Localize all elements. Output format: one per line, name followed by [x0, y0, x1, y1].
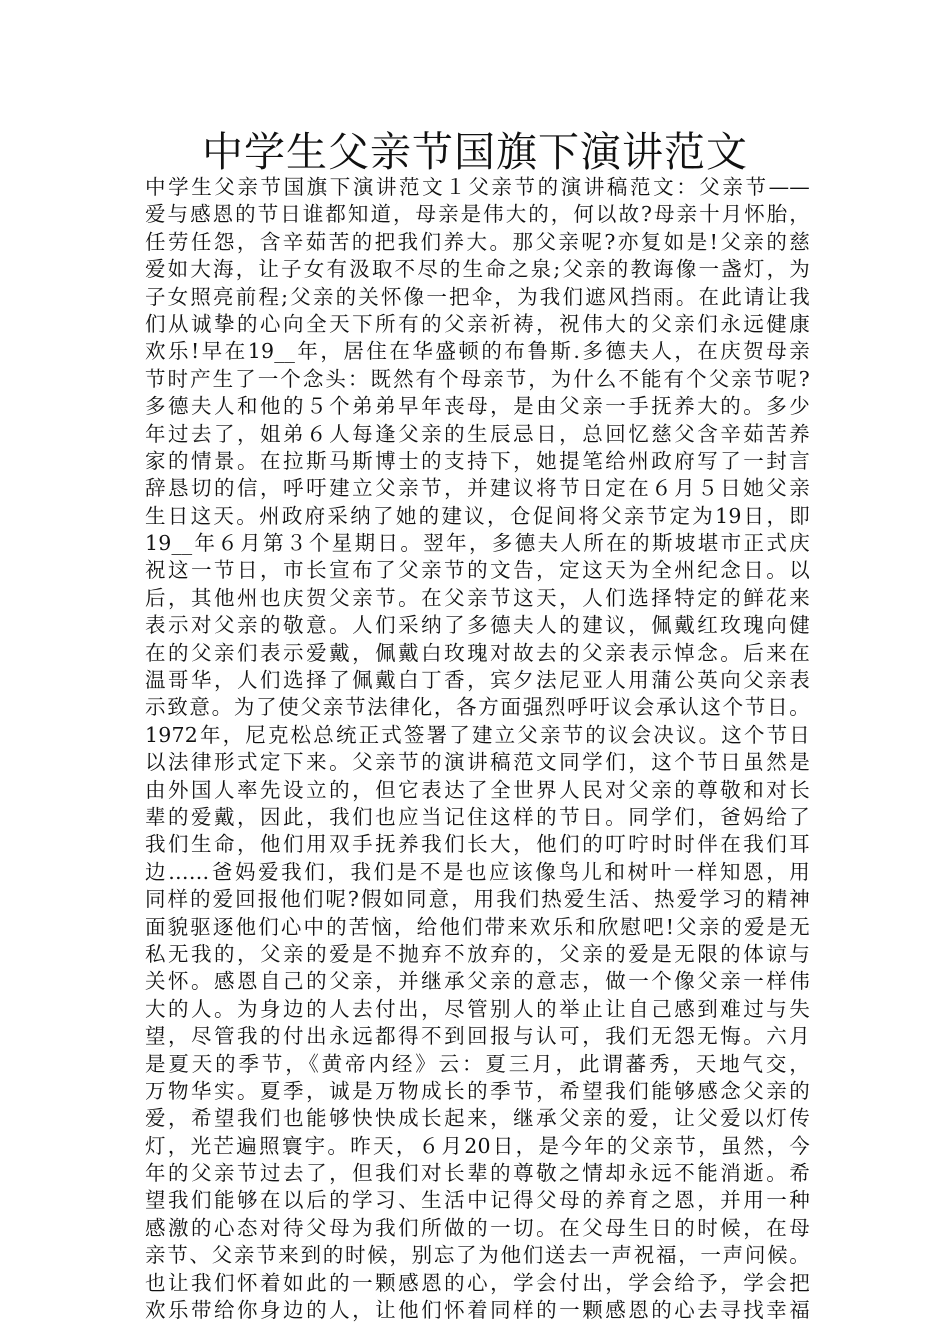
body-line: 面貌驱逐他们心中的苦恼，给他们带来欢乐和欣慰吧!父亲的爱是无	[145, 914, 810, 939]
body-line: 祝这一节日，市长宣布了父亲节的文告，定这天为全州纪念日。以	[145, 558, 810, 583]
body-line: 中学生父亲节国旗下演讲范文１父亲节的演讲稿范文：父亲节——	[145, 175, 810, 199]
body-line: 私无我的，父亲的爱是不抛弃不放弃的，父亲的爱是无限的体谅与	[145, 941, 810, 966]
body-line: 节时产生了一个念头：既然有个母亲节，为什么不能有个父亲节呢?	[145, 366, 810, 391]
body-line: 以法律形式定下来。父亲节的演讲稿范文同学们，这个节日虽然是	[145, 750, 810, 775]
body-line: 我们生命，他们用双手抚养我们长大，他们的叮咛时时伴在我们耳	[145, 832, 810, 857]
body-line: 辞恳切的信，呼吁建立父亲节，并建议将节日定在６月５日她父亲	[145, 476, 810, 501]
body-line: 示致意。为了使父亲节法律化，各方面强烈呼吁议会承认这个节日。	[145, 695, 810, 720]
body-line: 万物华实。夏季，诚是万物成长的季节，希望我们能够感念父亲的	[145, 1078, 810, 1103]
body-line: 子女照亮前程;父亲的关怀像一把伞，为我们遮风挡雨。在此请让我	[145, 284, 810, 309]
body-line: 亲节、父亲节来到的时候，别忘了为他们送去一声祝福，一声问候。	[145, 1243, 810, 1268]
body-line: 后，其他州也庆贺父亲节。在父亲节这天，人们选择特定的鲜花来	[145, 585, 810, 610]
body-line: 生日这天。州政府采纳了她的建议，仓促间将父亲节定为19日，即	[145, 503, 810, 528]
body-line: 感激的心态对待父母为我们所做的一切。在父母生日的时候，在母	[145, 1215, 810, 1240]
body-line: 年的父亲节过去了，但我们对长辈的尊敬之情却永远不能消逝。希	[145, 1161, 810, 1186]
body-line: 爱如大海，让子女有汲取不尽的生命之泉;父亲的教诲像一盏灯，为	[145, 257, 810, 282]
body-line: 欢乐带给你身边的人，让他们怀着同样的一颗感恩的心去寻找幸福	[145, 1298, 810, 1323]
body-line: 是夏天的季节，《黄帝内经》云：夏三月，此谓蕃秀，天地气交，	[145, 1051, 810, 1076]
body-line: 爱与感恩的节日谁都知道，母亲是伟大的，何以故?母亲十月怀胎，	[145, 202, 810, 227]
body-line: 由外国人率先设立的，但它表达了全世界人民对父亲的尊敬和对长	[145, 777, 810, 802]
body-line: 关怀。感恩自己的父亲，并继承父亲的意志，做一个像父亲一样伟	[145, 969, 810, 994]
body-line: 灯，光芒遍照寰宇。昨天，６月20日，是今年的父亲节，虽然，今	[145, 1133, 810, 1158]
body-line: 欢乐!早在19__年，居住在华盛顿的布鲁斯.多德夫人，在庆贺母亲	[145, 339, 810, 364]
body-line: 边……爸妈爱我们，我们是不是也应该像鸟儿和树叶一样知恩，用	[145, 859, 810, 884]
body-line: 1972年，尼克松总统正式签署了建立父亲节的议会决议。这个节日	[145, 722, 810, 747]
body-line: 望我们能够在以后的学习、生活中记得父母的养育之恩，并用一种	[145, 1188, 810, 1213]
body-line: 在的父亲们表示爱戴，佩戴白玫瑰对故去的父亲表示悼念。后来在	[145, 640, 810, 665]
document-body	[145, 174, 810, 1324]
body-line: 望，尽管我的付出永远都得不到回报与认可，我们无怨无悔。六月	[145, 1024, 810, 1049]
body-line: 大的人。为身边的人去付出，尽管别人的举止让自己感到难过与失	[145, 996, 810, 1021]
body-line: 年过去了，姐弟６人每逢父亲的生辰忌日，总回忆慈父含辛茹苦养	[145, 421, 810, 446]
body-line: 任劳任怨，含辛茹苦的把我们养大。那父亲呢?亦复如是!父亲的慈	[145, 229, 810, 254]
body-line: 温哥华，人们选择了佩戴白丁香，宾夕法尼亚人用蒲公英向父亲表	[145, 668, 810, 693]
body-line: 家的情景。在拉斯马斯博士的支持下，她提笔给州政府写了一封言	[145, 448, 810, 473]
body-line: 多德夫人和他的５个弟弟早年丧母，是由父亲一手抚养大的。多少	[145, 394, 810, 419]
body-line: 表示对父亲的敬意。人们采纳了多德夫人的建议，佩戴红玫瑰向健	[145, 613, 810, 638]
body-line: 们从诚挚的心向全天下所有的父亲祈祷，祝伟大的父亲们永远健康	[145, 311, 810, 336]
document-title: 中学生父亲节国旗下演讲范文	[202, 128, 748, 176]
body-line: 辈的爱戴，因此，我们也应当记住这样的节日。同学们，爸妈给了	[145, 804, 810, 829]
body-line: 19__年６月第３个星期日。翌年，多德夫人所在的斯坡堪市正式庆	[145, 531, 810, 556]
body-line: 同样的爱回报他们呢?假如同意，用我们热爱生活、热爱学习的精神	[145, 887, 810, 912]
body-line: 也让我们怀着如此的一颗感恩的心，学会付出，学会给予，学会把	[145, 1270, 810, 1295]
body-line: 爱，希望我们也能够快快成长起来，继承父亲的爱，让父爱以灯传	[145, 1106, 810, 1131]
